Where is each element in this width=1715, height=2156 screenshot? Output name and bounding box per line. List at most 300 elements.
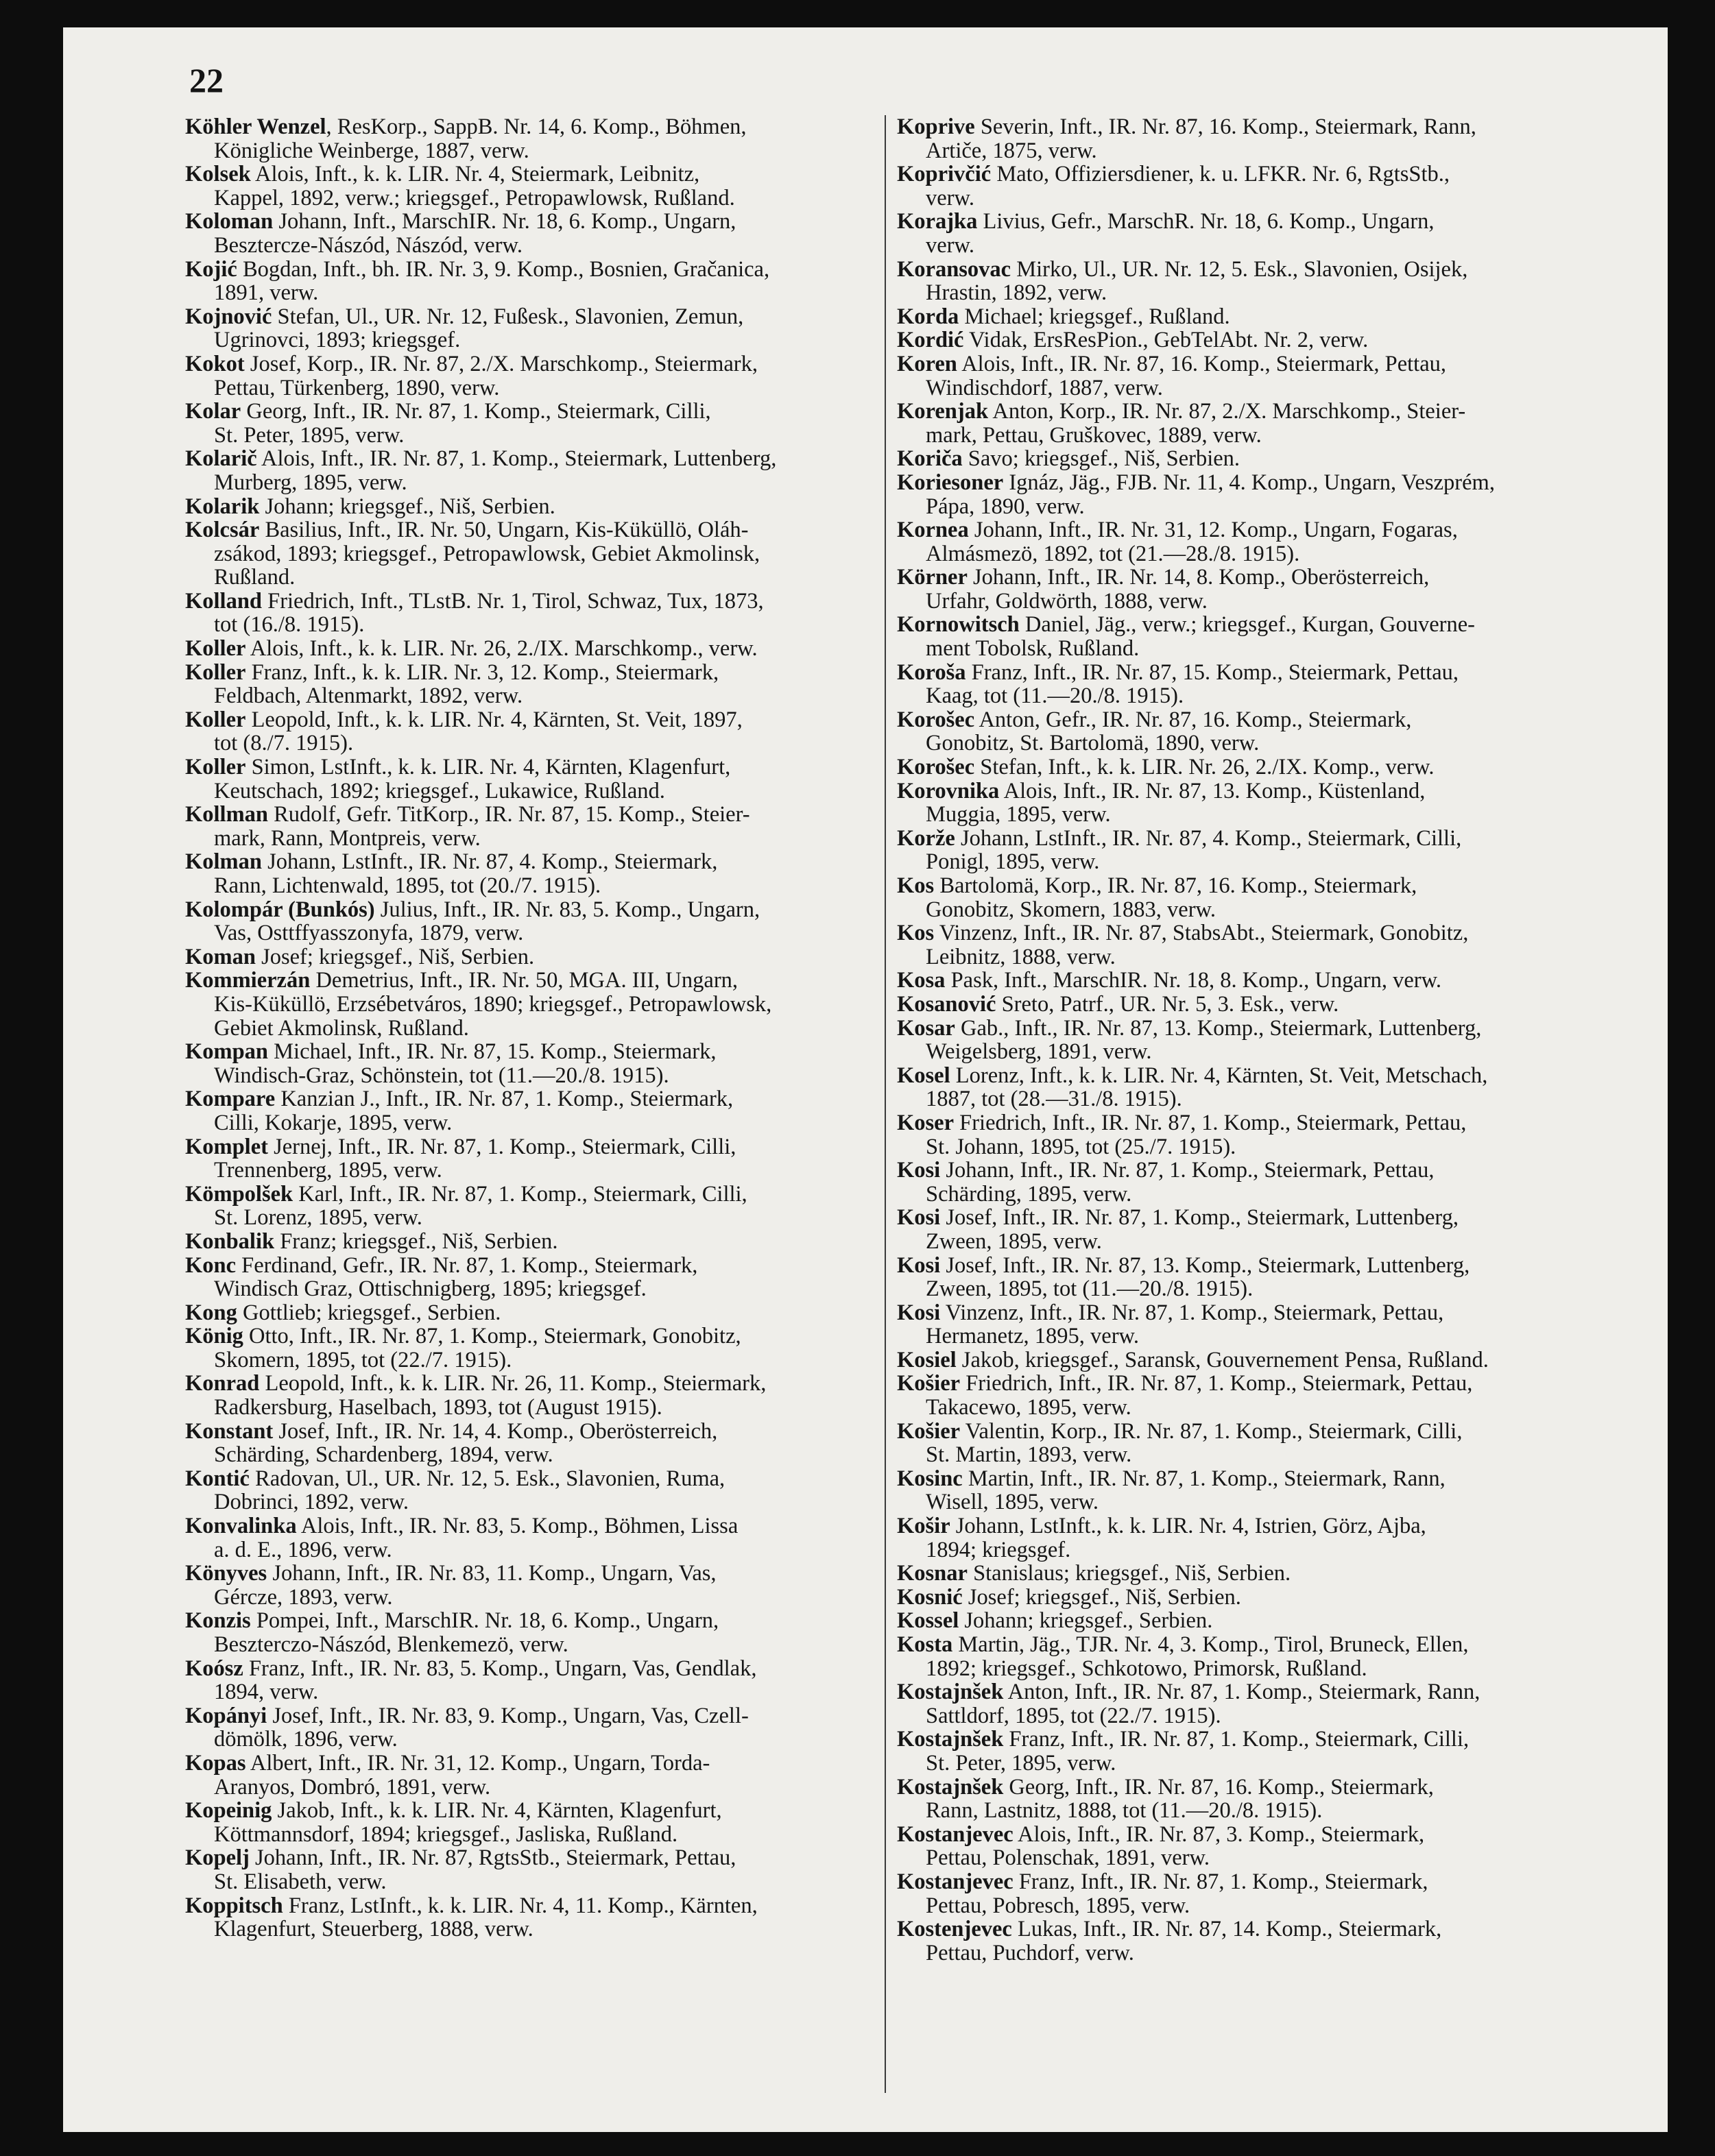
entry-text: Alois, Inft., IR. Nr. 87, 3. Komp., Steiermark, [1013,1822,1425,1847]
entry-line [897,731,1583,755]
list-entry [897,613,1583,660]
entry-line [185,803,871,827]
entry-line [185,471,871,495]
list-entry [897,1633,1583,1680]
entry-line [897,1728,1583,1752]
entry-name: Konzis [185,1609,251,1633]
list-entry [185,1254,871,1301]
entry-line [185,1324,871,1348]
entry-line [897,139,1583,163]
entry-text: Schärding, 1895, verw. [926,1182,1132,1207]
list-entry [185,1894,871,1941]
entry-line [897,1490,1583,1514]
entry-text: Johann, Inft., IR. Nr. 14, 8. Komp., Oberösterreich, [967,566,1430,590]
entry-name: Korenjak [897,400,989,424]
entry-line [185,661,871,685]
entry-text: verw. [926,186,974,210]
entry-line [897,755,1583,779]
list-entry [185,258,871,305]
entry-line [897,495,1583,519]
entry-line [897,1941,1583,1965]
entry-line [185,424,871,448]
entry-line [185,1159,871,1183]
entry-text: Ponigl, 1895, verw. [926,850,1100,874]
entry-name: Kolarik [185,494,260,519]
entry-line [897,471,1583,495]
entry-text: Lukas, Inft., IR. Nr. 87, 14. Komp., Steiermark, [1011,1917,1442,1941]
entry-line [185,1183,871,1207]
entry-name: Könyves [185,1562,267,1586]
entry-text: Leibnitz, 1888, verw. [926,945,1116,969]
entry-line [897,1348,1583,1372]
entry-text: Martin, Jäg., TJR. Nr. 4, 3. Komp., Tirol, Bruneck, Ellen, [952,1633,1469,1657]
list-entry [185,1609,871,1656]
entry-line [897,1917,1583,1941]
list-entry [897,210,1583,257]
entry-text: Besztercze-Nászód, Nászód, verw. [214,233,523,258]
entry-text: St. Johann, 1895, tot (25./7. 1915). [926,1135,1236,1159]
entry-line [185,874,871,898]
entry-text: Hrastin, 1892, verw. [926,281,1107,305]
entry-name: Koriča [897,447,963,471]
entry-text: Rann, Lastnitz, 1888, tot (11.—20./8. 1915). [926,1799,1323,1823]
entry-line [897,1277,1583,1301]
entry-text: Bogdan, Inft., bh. IR. Nr. 3, 9. Komp., Bosnien, Gračanica, [237,257,770,282]
entry-name: Kompare [185,1087,276,1111]
entry-line [185,281,871,305]
entry-line [897,1562,1583,1586]
entry-text: Takacewo, 1895, verw. [926,1396,1131,1420]
entry-line [185,1206,871,1230]
entry-text: Livius, Gefr., MarschR. Nr. 18, 6. Komp., Ungarn, [977,210,1435,234]
list-entry [897,661,1583,708]
entry-text: tot (16./8. 1915). [214,613,365,638]
entry-line [185,1870,871,1894]
entry-text: Bartolomä, Korp., IR. Nr. 87, 16. Komp., Steiermark, [934,874,1417,898]
entry-line [185,1538,871,1562]
entry-line [185,495,871,519]
entry-text: Karl, Inft., IR. Nr. 87, 1. Komp., Steiermark, Cilli, [293,1182,747,1207]
entry-text: Windischdorf, 1887, verw. [926,376,1163,400]
entry-text: Franz, Inft., IR. Nr. 87, 15. Komp., Steiermark, Pettau, [966,660,1459,685]
entry-name: Koósz [185,1656,243,1681]
list-entry [897,1467,1583,1514]
entry-text: Vas, Osttffyasszonyfa, 1879, verw. [214,921,524,945]
entry-text: Kis-Küküllö, Erzsébetváros, 1890; kriegsgef., Petropawlowsk, [214,992,772,1017]
entry-text: Leopold, Inft., k. k. LIR. Nr. 4, Kärnten, St. Veit, 1897, [245,707,743,732]
entry-name: Korže [897,826,955,851]
list-entry [185,1040,871,1087]
list-entry [185,352,871,400]
entry-text: Alois, Inft., IR. Nr. 87, 1. Komp., Steiermark, Luttenberg, [256,447,777,471]
entry-line [185,1657,871,1681]
entry-text: Martin, Inft., IR. Nr. 87, 1. Komp., Steiermark, Rann, [962,1466,1446,1491]
entry-text: Weigelsberg, 1891, verw. [926,1040,1152,1064]
entry-text: Sattldorf, 1895, tot (22./7. 1915). [926,1704,1221,1728]
entry-text: Hermanetz, 1895, verw. [926,1324,1140,1348]
entry-text: Ferdinand, Gefr., IR. Nr. 87, 1. Komp., Steiermark, [236,1253,698,1278]
entry-line [185,850,871,874]
entry-text: Josef, Korp., IR. Nr. 87, 2./X. Marschkomp., Steiermark, [244,352,758,376]
entry-name: Kosta [897,1633,953,1657]
list-entry [897,518,1583,566]
list-entry [185,305,871,352]
entry-text: Georg, Inft., IR. Nr. 87, 1. Komp., Steiermark, Cilli, [241,400,711,424]
entry-name: Kontić [185,1466,250,1491]
entry-line [897,661,1583,685]
entry-name: Kolland [185,589,262,614]
entry-text: Friedrich, Inft., TLstB. Nr. 1, Tirol, Schwaz, Tux, 1873, [262,589,764,614]
entry-name: Kopeinig [185,1799,272,1823]
list-entry [185,1562,871,1609]
entry-name: Kostajnšek [897,1775,1004,1800]
list-entry [185,162,871,210]
scan-border-right [1668,0,1715,2156]
entry-name: Kosar [897,1016,955,1041]
entry-line [897,328,1583,352]
entry-line [185,1680,871,1704]
entry-text: Pettau, Polenschak, 1891, verw. [926,1846,1210,1870]
list-entry [897,1420,1583,1467]
entry-name: Korošec [897,707,975,732]
entry-line [185,1372,871,1396]
entry-text: Friedrich, Inft., IR. Nr. 87, 1. Komp., Steiermark, Pettau, [954,1111,1467,1135]
entry-line [897,1870,1583,1894]
list-entry [185,1324,871,1372]
entry-text: Ugrinovci, 1893; kriegsgef. [214,328,461,352]
entry-name: Koriesoner [897,470,1004,495]
entry-text: Stanislaus; kriegsgef., Niš, Serbien. [967,1562,1291,1586]
entry-name: Kos [897,874,935,898]
list-entry [185,1467,871,1514]
entry-text: Johann; kriegsgef., Niš, Serbien. [259,494,555,519]
entry-name: Koransovac [897,257,1011,282]
entry-text: Schärding, Schardenberg, 1894, verw. [214,1443,553,1467]
entry-name: Kosel [897,1063,950,1088]
entry-text: Beszterczo-Nászód, Blenkemezö, verw. [214,1633,568,1657]
entry-text: St. Peter, 1895, verw. [926,1751,1116,1776]
entry-line [185,1467,871,1491]
entry-text: Georg, Inft., IR. Nr. 87, 16. Komp., Steiermark, [1003,1775,1434,1800]
entry-name: Koren [897,352,957,376]
entry-line [897,1704,1583,1728]
entry-text: Albert, Inft., IR. Nr. 31, 12. Komp., Ungarn, Torda- [245,1751,710,1776]
entry-text: Pápa, 1890, verw. [926,494,1085,519]
entry-line [897,1846,1583,1870]
entry-line [897,1443,1583,1467]
entry-text: Aranyos, Dombró, 1891, verw. [214,1775,491,1800]
entry-text: Jakob, kriegsgef., Saransk, Gouvernement Pensa, Rußland. [956,1348,1489,1372]
list-entry [185,210,871,257]
entry-name: Korovnika [897,779,1000,803]
list-entry [897,1254,1583,1301]
entry-name: Kostajnšek [897,1680,1004,1704]
entry-text: Josef; kriegsgef., Niš, Serbien. [962,1585,1241,1610]
entry-text: Johann, Inft., MarschIR. Nr. 18, 6. Komp., Ungarn, [273,210,736,234]
list-entry [185,637,871,661]
entry-text: Almásmezö, 1892, tot (21.—28./8. 1915). [926,542,1300,566]
entry-line [897,827,1583,851]
list-entry [897,1372,1583,1419]
entry-line [897,1372,1583,1396]
entry-line [185,1562,871,1586]
entry-line [185,590,871,614]
list-entry [185,1657,871,1704]
entry-name: Konbalik [185,1229,275,1254]
entry-name: Koprivčić [897,162,992,186]
entry-line [897,305,1583,329]
list-entry [185,1135,871,1183]
entry-text: St. Elisabeth, verw. [214,1869,387,1894]
list-entry [185,755,871,803]
entry-text: Johann, Inft., IR. Nr. 87, 1. Komp., Steiermark, Pettau, [940,1159,1435,1183]
entry-text: Johann, Inft., IR. Nr. 31, 12. Komp., Ungarn, Fogaras, [968,518,1458,542]
entry-line [897,874,1583,898]
entry-text: , ResKorp., SappB. Nr. 14, 6. Komp., Böhmen, [326,115,747,139]
list-entry [897,1064,1583,1111]
entry-line [897,400,1583,424]
entry-name: Kollman [185,803,268,827]
entry-text: ment Tobolsk, Rußland. [926,637,1140,661]
entry-name: Kopelj [185,1846,250,1870]
list-entry [185,969,871,1040]
list-entry [185,115,871,162]
entry-name: Kong [185,1300,237,1325]
entry-text: Artiče, 1875, verw. [926,138,1097,163]
entry-line [897,1064,1583,1088]
entry-text: Zween, 1895, verw. [926,1229,1102,1254]
entry-line [897,1017,1583,1041]
list-entry [897,1514,1583,1562]
entry-name: Kosnar [897,1562,968,1586]
entry-name: Kokot [185,352,245,376]
entry-name: Kordić [897,328,964,352]
entry-name: Kornea [897,518,969,542]
entry-text: Sreto, Patrf., UR. Nr. 5, 3. Esk., verw. [996,992,1339,1017]
entry-line [897,1680,1583,1704]
entry-line [897,1183,1583,1207]
list-entry [897,969,1583,993]
entry-text: Cilli, Kokarje, 1895, verw. [214,1111,453,1135]
entry-text: Josef, Inft., IR. Nr. 87, 13. Komp., Steiermark, Luttenberg, [940,1253,1470,1278]
entry-line [897,162,1583,186]
entry-line [185,518,871,542]
entry-line [185,1064,871,1088]
list-entry [897,305,1583,329]
entry-name: Kosanović [897,992,996,1017]
entry-line [897,1301,1583,1325]
entry-line [185,305,871,329]
entry-text: Rußland. [214,566,296,590]
entry-name: Kostajnšek [897,1728,1004,1752]
entry-name: Kornowitsch [897,613,1020,638]
entry-line [897,969,1583,993]
entry-line [185,1894,871,1918]
entry-text: Muggia, 1895, verw. [926,803,1111,827]
entry-name: Konvalinka [185,1514,297,1538]
entry-text: Franz, Inft., IR. Nr. 87, 1. Komp., Steiermark, Cilli, [1003,1728,1470,1752]
list-entry [897,471,1583,518]
entry-line [185,1704,871,1728]
list-entry [897,1562,1583,1586]
entry-name: König [185,1324,243,1348]
entry-line [897,447,1583,471]
list-entry [897,827,1583,874]
entry-line [185,993,871,1017]
entry-text: mark, Rann, Montpreis, verw. [214,826,481,851]
list-entry [185,1087,871,1135]
scan-border-left [0,0,63,2156]
entry-text: Franz, Inft., IR. Nr. 87, 1. Komp., Steiermark, [1013,1869,1428,1894]
entry-name: Koser [897,1111,955,1135]
entry-line [897,1324,1583,1348]
entry-text: Michael; kriegsgef., Rußland. [959,304,1230,329]
entry-line [897,1538,1583,1562]
entry-line [185,1586,871,1610]
entry-line [897,566,1583,590]
list-entry [897,328,1583,352]
entry-text: Julius, Inft., IR. Nr. 83, 5. Komp., Ungarn, [374,897,760,922]
entry-text: Gonobitz, Skomern, 1883, verw. [926,897,1216,922]
entry-line [185,1799,871,1823]
entry-line [897,637,1583,661]
entry-line [185,1728,871,1752]
entry-text: 1894, verw. [214,1680,319,1704]
list-entry [897,874,1583,921]
entry-line [897,234,1583,258]
list-entry [897,258,1583,305]
entry-line [897,898,1583,922]
entry-line [897,518,1583,542]
entry-line [185,352,871,376]
entry-name: Kolsek [185,162,251,186]
entry-name: Kolman [185,850,262,874]
entry-line [897,1206,1583,1230]
list-entry [897,1017,1583,1064]
entry-text: Friedrich, Inft., IR. Nr. 87, 1. Komp., Steiermark, Pettau, [960,1372,1473,1396]
entry-text: Trennenberg, 1895, verw. [214,1159,442,1183]
entry-name: Kosi [897,1206,941,1230]
entry-line [185,210,871,234]
list-entry [897,993,1583,1017]
entry-text: Radkersburg, Haselbach, 1893, tot (August 1915). [214,1396,662,1420]
entry-text: Pettau, Türkenberg, 1890, verw. [214,376,500,400]
entry-name: Kolarič [185,447,257,471]
entry-name: Kosi [897,1300,941,1325]
entry-text: Stefan, Inft., k. k. LIR. Nr. 26, 2./IX. Komp., verw. [974,755,1435,779]
entry-text: verw. [926,233,974,258]
entry-text: Michael, Inft., IR. Nr. 87, 15. Komp., Steiermark, [268,1040,717,1064]
entry-line [185,1752,871,1776]
entry-line [185,827,871,851]
list-entry [897,1728,1583,1775]
entry-name: Košir [897,1514,950,1538]
entry-name: Kosi [897,1253,941,1278]
entry-name: Korajka [897,210,978,234]
entry-name: Koloman [185,210,274,234]
entry-text: Urfahr, Goldwörth, 1888, verw. [926,589,1208,614]
entry-name: Koman [185,945,256,969]
entry-text: Leopold, Inft., k. k. LIR. Nr. 26, 11. Komp., Steiermark, [259,1372,767,1396]
entry-line [185,1633,871,1657]
list-entry [185,1372,871,1419]
entry-text: Alois, Inft., k. k. LIR. Nr. 4, Steiermark, Leibnitz, [250,162,700,186]
list-entry [185,447,871,494]
entry-text: Klagenfurt, Steuerberg, 1888, verw. [214,1917,533,1941]
entry-text: Windisch Graz, Ottischnigberg, 1895; kriegsgef. [214,1277,647,1301]
entry-line [897,186,1583,210]
entry-text: Josef, Inft., IR. Nr. 87, 1. Komp., Steiermark, Luttenberg, [940,1206,1459,1230]
entry-text: Köttmannsdorf, 1894; kriegsgef., Jasliska, Rußland. [214,1822,678,1847]
entry-line [897,1396,1583,1420]
entry-text: Kanzian J., Inft., IR. Nr. 87, 1. Komp., Steiermark, [275,1087,734,1111]
entry-name: Kojić [185,257,237,282]
entry-text: Keutschach, 1892; kriegsgef., Lukawice, Rußland. [214,779,665,803]
entry-line [185,1776,871,1800]
entry-line [897,1752,1583,1776]
entry-text: Pask, Inft., MarschIR. Nr. 18, 8. Komp., Ungarn, verw. [945,969,1442,993]
entry-name: Kosinc [897,1466,963,1491]
entry-text: Königliche Weinberge, 1887, verw. [214,138,529,163]
entry-line [185,613,871,637]
entry-line [897,684,1583,708]
entry-line [897,1514,1583,1538]
list-entry [185,898,871,945]
entry-text: Gércze, 1893, verw. [214,1585,393,1610]
entry-text: St. Martin, 1893, verw. [926,1443,1132,1467]
entry-text: Johann, Inft., IR. Nr. 83, 11. Komp., Ungarn, Vas, [267,1562,717,1586]
entry-text: Otto, Inft., IR. Nr. 87, 1. Komp., Steiermark, Gonobitz, [243,1324,741,1348]
list-entry [185,1301,871,1325]
list-entry [185,590,871,637]
entry-text: Franz, Inft., k. k. LIR. Nr. 3, 12. Komp., Steiermark, [245,660,719,685]
list-entry [185,1846,871,1893]
entry-text: Dobrinci, 1892, verw. [214,1490,409,1515]
entry-line [897,1633,1583,1657]
entry-line [897,850,1583,874]
list-entry [185,1752,871,1799]
entry-line [185,755,871,779]
entry-line [897,542,1583,566]
entry-line [185,1230,871,1254]
entry-line [897,803,1583,827]
entry-text: Johann, Inft., IR. Nr. 87, RgtsStb., Steiermark, Pettau, [249,1846,736,1870]
entry-name: Kojnović [185,304,272,329]
list-entry [897,755,1583,779]
entry-line [185,1846,871,1870]
entry-text: Anton, Korp., IR. Nr. 87, 2./X. Marschkomp., Steier- [988,400,1466,424]
entry-name: Kossel [897,1609,959,1633]
list-entry [897,115,1583,162]
entry-line [897,1254,1583,1278]
entry-text: Demetrius, Inft., IR. Nr. 50, MGA. III, Ungarn, [310,969,739,993]
entry-text: Gab., Inft., IR. Nr. 87, 13. Komp., Steiermark, Luttenberg, [955,1016,1482,1041]
entry-line [185,731,871,755]
entry-text: Valentin, Korp., IR. Nr. 87, 1. Komp., Steiermark, Cilli, [960,1419,1463,1444]
entry-line [185,139,871,163]
list-entry [897,1776,1583,1823]
entry-line [185,400,871,424]
entry-line [897,1467,1583,1491]
entry-line [897,1087,1583,1111]
entry-text: Johann; kriegsgef., Serbien. [959,1609,1213,1633]
entry-line [897,1230,1583,1254]
entry-text: zsákod, 1893; kriegsgef., Petropawlowsk, Gebiet Akmolinsk, [214,542,760,566]
entry-text: Jakob, Inft., k. k. LIR. Nr. 4, Kärnten, Klagenfurt, [272,1799,722,1823]
entry-text: Pettau, Puchdorf, verw. [926,1941,1134,1965]
scan-border-top [0,0,1715,27]
entry-line [185,1396,871,1420]
